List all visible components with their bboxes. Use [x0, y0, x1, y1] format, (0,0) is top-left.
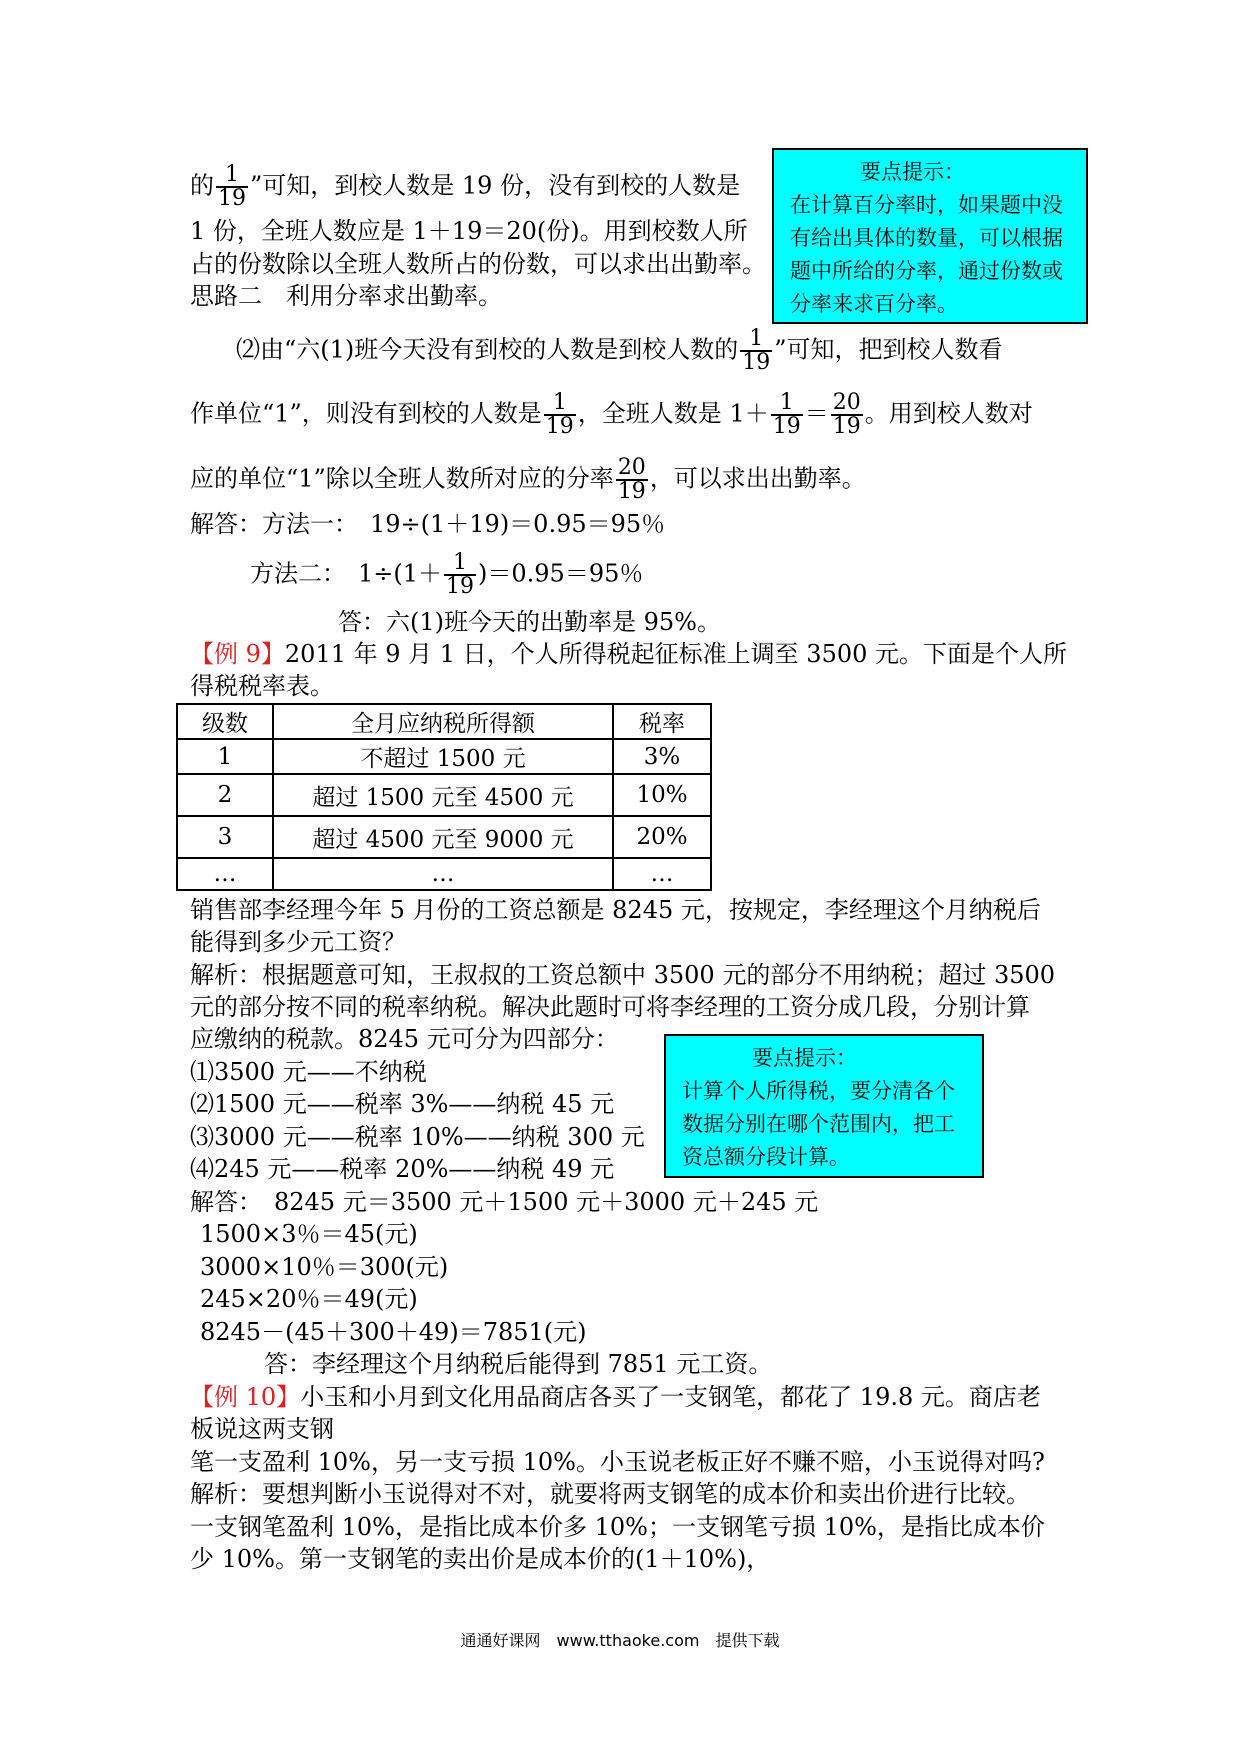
- fraction: $\frac{1}{19}$: [545, 390, 574, 439]
- example-tag: 【例 9】: [190, 640, 285, 668]
- tip-line: 在计算百分率时，如果题中没: [790, 193, 1063, 217]
- table-cell: 不超过 1500 元: [273, 739, 613, 774]
- text-line-33: 少 10%。第一支钢笔的卖出价是成本价的(1＋10%)，: [190, 1545, 771, 1573]
- text-line-26: 8245－(45＋300＋49)＝7851(元): [200, 1318, 587, 1346]
- text-line-22: 解答： 8245 元＝3500 元＋1500 元＋3000 元＋245 元: [190, 1188, 819, 1216]
- text-line-9: 方法二： 1÷(1＋ $\frac{1}{19}$ )＝0.95＝95％: [250, 550, 644, 599]
- table-cell: 2: [177, 774, 273, 816]
- example-tag: 【例 10】: [190, 1383, 301, 1411]
- fraction: $\frac{20}{19}$: [617, 455, 646, 504]
- fraction: $\frac{20}{19}$: [832, 390, 861, 439]
- text-line-1: 的 $\frac{1}{19}$ ”可知，到校人数是 19 份，没有到校的人数是: [190, 162, 741, 211]
- table-header-cell: 级数: [177, 704, 273, 739]
- text-line-6: 作单位“1”，则没有到校的人数是 $\frac{1}{19}$ ，全班人数是 1＋ $\frac{1}{19}$ ＝ $\frac{20}{19}$ 。用到校人数对: [190, 390, 1033, 439]
- text-line-19: ⑵1500 元——税率 3%——纳税 45 元: [190, 1090, 615, 1118]
- text-line-14: 能得到多少元工资？: [190, 928, 406, 956]
- table-cell: 3: [177, 816, 273, 858]
- text-line-25: 245×20％＝49(元): [200, 1285, 418, 1313]
- table-cell: 超过 1500 元至 4500 元: [273, 774, 613, 816]
- text-line-31: 解析：要想判断小玉说得对不对，就要将两支钢笔的成本价和卖出价进行比较。: [190, 1480, 1030, 1508]
- text-line-32: 一支钢笔盈利 10%，是指比成本价多 10%；一支钢笔亏损 10%，是指比成本价: [190, 1513, 1045, 1541]
- text-line-2: 1 份，全班人数应是 1＋19＝20(份)。用到校数人所: [190, 217, 748, 245]
- tip-line: 题中所给的分率，通过份数或: [790, 259, 1063, 283]
- text-line-11: 【例 9】2011 年 9 月 1 日，个人所得税起征标准上调至 3500 元。下面是个人所: [190, 640, 1068, 668]
- text-line-21: ⑷245 元——税率 20%——纳税 49 元: [190, 1155, 615, 1183]
- text-line-12: 得税税率表。: [190, 672, 334, 700]
- table-cell: 超过 4500 元至 9000 元: [273, 816, 613, 858]
- text-line-15: 解析：根据题意可知，王叔叔的工资总额中 3500 元的部分不用纳税；超过 3500: [190, 961, 1056, 989]
- fraction: $\frac{1}{19}$: [218, 162, 246, 211]
- tip-line: 有给出具体的数量，可以根据: [790, 226, 1063, 250]
- table-row: [177, 739, 711, 774]
- table-row: [177, 774, 711, 816]
- text-line-3: 占的份数除以全班人数所占的份数，可以求出出勤率。: [190, 250, 766, 278]
- table-header-cell: 税率: [613, 704, 711, 739]
- text-line-8: 解答：方法一： 19÷(1＋19)＝0.95＝95％: [190, 510, 666, 538]
- table-cell: 1: [177, 739, 273, 774]
- tip-line: 分率来求百分率。: [790, 292, 958, 316]
- tip-box-1: [772, 148, 1088, 324]
- tip-title: 要点提示：: [752, 1046, 857, 1070]
- tip-line: 数据分别在哪个范围内，把工: [682, 1112, 955, 1136]
- table-cell: 3%: [613, 739, 711, 774]
- text-line-4: 思路二 利用分率求出勤率。: [190, 282, 502, 310]
- text-line-7: 应的单位“1”除以全班人数所对应的分率 $\frac{20}{19}$ ，可以求出出勤率。: [190, 455, 866, 504]
- table-cell: 10%: [613, 774, 711, 816]
- text-line-24: 3000×10％＝300(元): [200, 1253, 449, 1281]
- text-line-29: 板说这两支钢: [190, 1415, 334, 1443]
- text-line-16: 元的部分按不同的税率纳税。解决此题时可将李经理的工资分成几段，分别计算: [190, 993, 1030, 1021]
- tax-rate-table: [176, 703, 712, 891]
- text-line-13: 销售部李经理今年 5 月份的工资总额是 8245 元，按规定，李经理这个月纳税后: [190, 896, 1041, 924]
- table-cell: …: [613, 858, 711, 890]
- tip-line: 资总额分段计算。: [682, 1145, 850, 1169]
- text-line-30: 笔一支盈利 10%，另一支亏损 10%。小玉说老板正好不赚不赔，小玉说得对吗?: [190, 1448, 1045, 1476]
- tip-box-2: [664, 1034, 984, 1178]
- table-row: [177, 858, 711, 890]
- table-header-row: [177, 704, 711, 739]
- tip-title: 要点提示：: [860, 160, 965, 184]
- text-line-5: ⑵由“六(1)班今天没有到校的人数是到校人数的 $\frac{1}{19}$ ”可知，把到校人数看: [236, 326, 1003, 375]
- table-cell: …: [177, 858, 273, 890]
- text-line-10: 答：六(1)班今天的出勤率是 95%。: [338, 608, 721, 636]
- fraction: $\frac{1}{19}$: [772, 390, 801, 439]
- table-cell: …: [273, 858, 613, 890]
- text-line-20: ⑶3000 元——税率 10%——纳税 300 元: [190, 1123, 645, 1151]
- text-line-28: 【例 10】小玉和小月到文化用品商店各买了一支钢笔，都花了 19.8 元。商店老: [190, 1383, 1041, 1411]
- tip-line: 计算个人所得税，要分清各个: [682, 1079, 955, 1103]
- fraction: $\frac{1}{19}$: [742, 326, 771, 375]
- table-header-cell: 全月应纳税所得额: [273, 704, 613, 739]
- fraction: $\frac{1}{19}$: [446, 550, 475, 599]
- table-row: [177, 816, 711, 858]
- text-line-17: 应缴纳的税款。8245 元可分为四部分：: [190, 1025, 619, 1053]
- text-line-27: 答：李经理这个月纳税后能得到 7851 元工资。: [264, 1350, 773, 1378]
- table-cell: 20%: [613, 816, 711, 858]
- page-footer: 通通好课网 www.tthaoke.com 提供下载: [460, 1631, 780, 1650]
- text-line-23: 1500×3％＝45(元): [200, 1220, 418, 1248]
- text-line-18: ⑴3500 元——不纳税: [190, 1058, 427, 1086]
